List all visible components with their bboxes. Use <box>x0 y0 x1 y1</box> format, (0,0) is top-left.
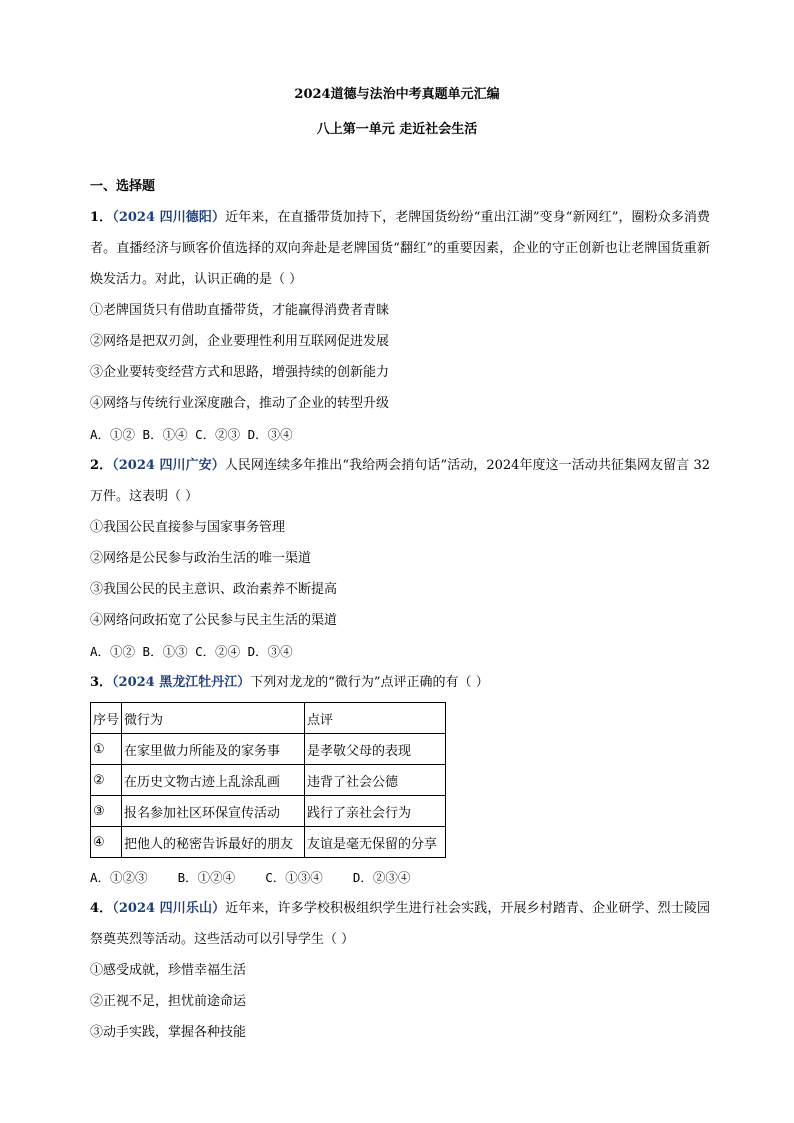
table-cell: 违背了社会公德 <box>305 765 446 796</box>
table-row <box>91 827 446 858</box>
table-cell: 是孝敬父母的表现 <box>305 734 446 765</box>
statement-option: ③我国公民的民主意识、政治素养不断提高 <box>90 582 338 597</box>
question-stem <box>90 202 710 295</box>
table-cell: ③ <box>91 796 122 827</box>
question-number: 3． <box>90 675 113 690</box>
question-4 <box>90 893 710 1048</box>
question-1 <box>90 202 710 450</box>
section-heading: 一、选择题 <box>90 179 156 194</box>
table-cell: ④ <box>91 827 122 858</box>
question-text: 下列对龙龙的“微行为”点评正确的有（ ） <box>250 675 489 690</box>
table-cell: 报名参加社区环保宣传活动 <box>122 796 305 827</box>
table-cell: ① <box>91 734 122 765</box>
table-cell: 在历史文物古迹上乱涂乱画 <box>122 765 305 796</box>
question-text: 近年来，在直播带货加持下，老牌国货纷纷“重出江湖”变身“新网红”，圈粉众多消费者。直播经济与顾客价值选择的双向奔赴是老牌国货“翻红”的重要因素，企业的守正创新也让老牌国货重新焕发活力。对此，认识正确的是（ ） <box>90 210 710 287</box>
question-number: 2． <box>90 458 113 473</box>
statement-option: ②网络是把双刃剑，企业要理性利用互联网促进发展 <box>90 334 390 349</box>
statement-option: ①老牌国货只有借助直播带货，才能赢得消费者青睐 <box>90 303 390 318</box>
table-row <box>91 765 446 796</box>
question-number: 4． <box>90 901 113 916</box>
statement-option: ③企业要转变经营方式和思路，增强持续的创新能力 <box>90 365 390 380</box>
table-cell: ② <box>91 765 122 796</box>
answer-choices: A．①② B．①③ C．②④ D．③④ <box>90 644 293 659</box>
table-header-cell: 点评 <box>305 703 446 734</box>
table-row <box>91 796 446 827</box>
answer-choices: A．①② B．①④ C．②③ D．③④ <box>90 427 293 442</box>
table-cell: 在家里做力所能及的家务事 <box>122 734 305 765</box>
table-header-row <box>91 703 446 734</box>
table-cell: 把他人的秘密告诉最好的朋友 <box>122 827 305 858</box>
table-header-cell: 序号 <box>91 703 122 734</box>
statement-option: ④网络与传统行业深度融合，推动了企业的转型升级 <box>90 396 390 411</box>
question-source: （2024 黑龙江牡丹江） <box>112 675 251 690</box>
document-title: 2024道德与法治中考真题单元汇编 <box>294 87 500 102</box>
question-source: （2024 四川广安） <box>112 458 225 473</box>
question-2 <box>90 450 710 667</box>
question-3 <box>90 667 710 893</box>
question-stem <box>90 667 710 698</box>
question-text: 近年来，许多学校积极组织学生进行社会实践，开展乡村踏青、企业研学、烈士陵园祭奠英烈等活动。这些活动可以引导学生（ ） <box>90 901 710 947</box>
question-text: 人民网连续多年推出“我给两会捎句话”活动，2024年度这一活动共征集网友留言 32万件。这表明（ ） <box>90 458 710 504</box>
answer-choices: A．①②③ B．①②④ C．①③④ D．②③④ <box>90 870 411 885</box>
statement-option: ②网络是公民参与政治生活的唯一渠道 <box>90 551 312 566</box>
table-header-cell: 微行为 <box>122 703 305 734</box>
statement-option: ③动手实践，掌握各种技能 <box>90 1025 247 1040</box>
statement-option: ④网络问政拓宽了公民参与民主生活的渠道 <box>90 613 338 628</box>
question-number: 1． <box>90 210 113 225</box>
document-subtitle: 八上第一单元 走近社会生活 <box>316 122 478 137</box>
table-row <box>91 734 446 765</box>
statement-option: ①感受成就，珍惜幸福生活 <box>90 963 247 978</box>
question-stem <box>90 893 710 955</box>
behavior-table <box>90 702 446 858</box>
document-content <box>90 176 710 1048</box>
question-stem <box>90 450 710 512</box>
question-source: （2024 四川德阳） <box>112 210 226 225</box>
statement-option: ①我国公民直接参与国家事务管理 <box>90 520 286 535</box>
table-cell: 友谊是毫无保留的分享 <box>305 827 446 858</box>
statement-option: ②正视不足，担忧前途命运 <box>90 994 247 1009</box>
table-cell: 践行了亲社会行为 <box>305 796 446 827</box>
question-source: （2024 四川乐山） <box>112 901 226 916</box>
